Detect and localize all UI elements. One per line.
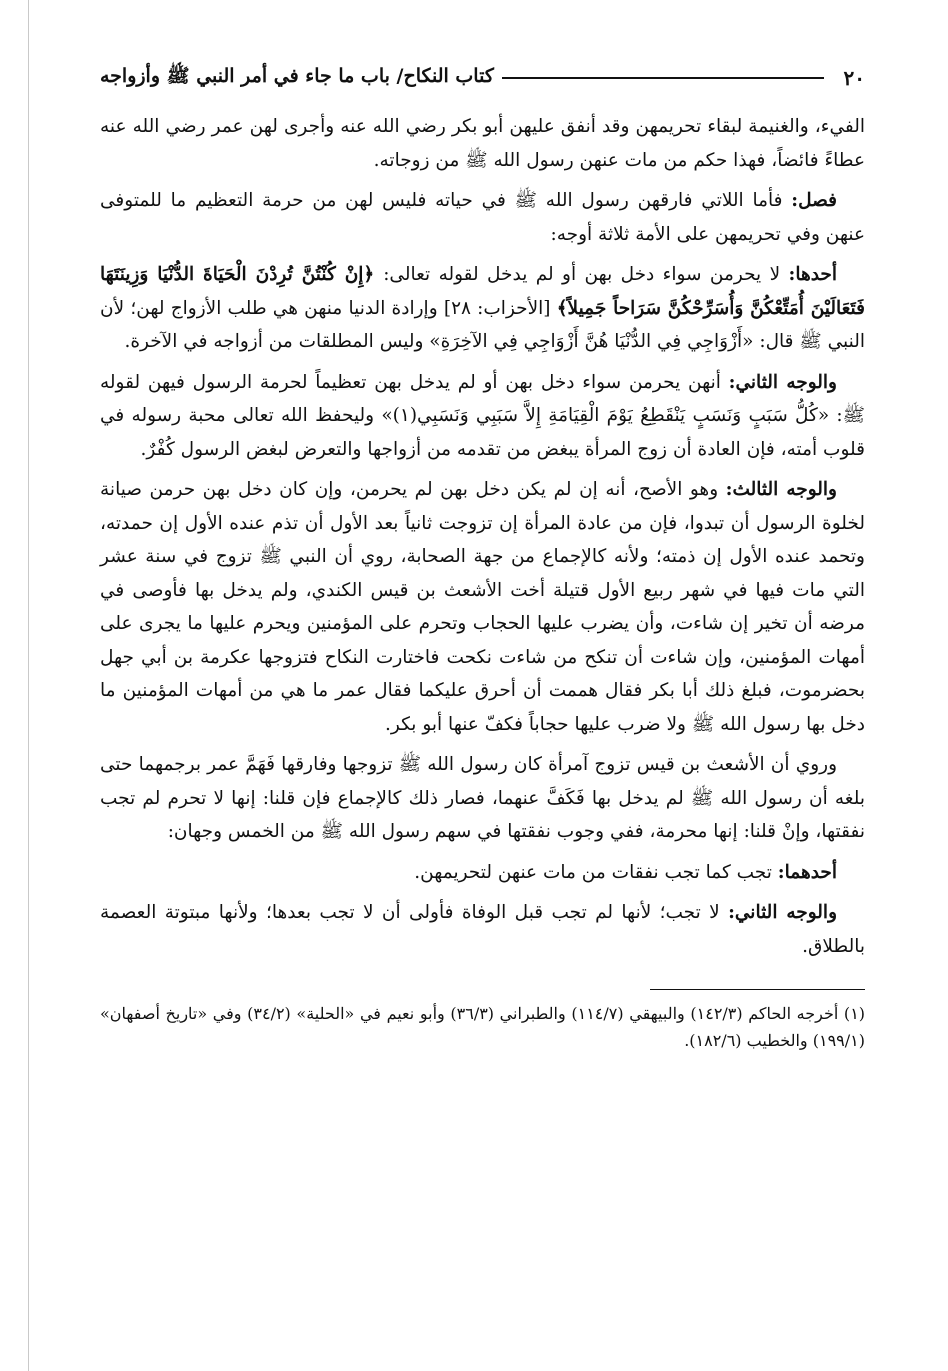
paragraph-text: فأما اللاتي فارقهن رسول الله ﷺ في حياته فليس لهن من حرمة التعظيم ما للمتوفى عنهن وفي تحريمهن على الأمة ثلاثة أوجه: bbox=[100, 190, 865, 245]
page-header bbox=[100, 60, 865, 96]
header-rule bbox=[502, 77, 824, 79]
paragraph-text: لا تجب؛ لأنها لم تجب قبل الوفاة فأولى أن لا تجب بعدها؛ ولأنها مبتوتة العصمة بالطلاق. bbox=[100, 902, 865, 957]
page-number: ٢٠ bbox=[843, 66, 865, 90]
paragraph-2 bbox=[100, 184, 865, 251]
section-term: والوجه الثاني: bbox=[728, 902, 838, 923]
quran-verse: ﴿إِنْ كُنْتُنَّ تُرِدْنَ الْحَيَاةَ الدُّنْيَا وَزِينَتَهَا فَتَعَالَيْنَ أُمَتِّعْكُنَّ وَأُسَرِّحْكُنَّ سَرَاحاً جَمِيلاً﴾ bbox=[100, 264, 865, 319]
paragraph-text: [الأحزاب: ٢٨] وإرادة الدنيا منهن هي طلب الأزواج لهن؛ لأن النبي ﷺ قال: «أَزْوَاجِي فِي الدُّنْيَا هُنَّ أَزْوَاجِي فِي الآخِرَةِ» وليس المطلقات من أزواجه في الآخرة. bbox=[100, 297, 865, 352]
paragraph-text: وهو الأصح، أنه إن لم يكن دخل بهن لم يحرمن، وإن كان دخل بهن حرمن صيانة لخلوة الرسول أن تبدوا، فإن من عادة المرأة إن تزوجت ثانياً بعد الأول أن تذم عنده الأول إن حمدته، وتحمد عنده الأول إن ذمته؛ ولأنه كالإجماع من جهة الصحابة، روي أن النبي ﷺ تزوج في سنة عشر التي مات فيها في شهر ربيع الأول قتيلة أخت الأشعث بن قيس الكندي، ولم يدخل بها فأوصى في مرضه أن تخير إن شاءت، وأن يضرب عليها الحجاب وتحرم على المؤمنين ويحرم عليها ما يجرى على أمهات المؤمنين، وإن شاءت أن تنكح من شاءت نكحت فاختارت النكاح فتزوجها عكرمة بن أبي جهل بحضرموت، فبلغ ذلك أبا بكر فقال هممت أن أحرق عليكما فقال عمر ما هي من أمهات المؤمنين ما دخل بها رسول الله ﷺ ولا ضرب عليها حجاباً فكفّ عنها أبو بكر. bbox=[100, 479, 865, 735]
main-text bbox=[100, 110, 865, 963]
paragraph-8 bbox=[100, 896, 865, 963]
section-term: أحدها: bbox=[788, 264, 837, 285]
paragraph-text: أنهن يحرمن سواء دخل بهن أو لم يدخل بهن تعظيماً لحرمة الرسول فيهن لقوله ﷺ: «كُلُّ سَبَبٍ وَنَسَبٍ يَنْقَطِعُ يَوْمَ الْقِيَامَةِ إِلاَّ سَبَبِي وَنَسَبِي(١)» وليحفظ الله تعالى محبة رسوله في قلوب أمته، فإن العادة أن زوج المرأة يبغض من تقدمه من أزواجها والتعرض لبغض الرسول كُفْرٌ. bbox=[100, 371, 865, 460]
paragraph-text: الفيء، والغنيمة لبقاء تحريمهن وقد أنفق عليهن أبو بكر رضي الله عنه وأجرى لهن عمر رضي الله عنه عطاءً فائضاً، فهذا حكم من مات عنهن رسول الله ﷺ من زوجاته. bbox=[100, 116, 865, 171]
section-term: والوجه الثاني: bbox=[728, 371, 837, 393]
paragraph-1 bbox=[100, 110, 865, 177]
section-term: فصل: bbox=[791, 190, 837, 211]
paragraph-7 bbox=[100, 856, 865, 890]
paragraph-4 bbox=[100, 366, 865, 467]
footnote bbox=[100, 1000, 865, 1054]
paragraph-3 bbox=[100, 258, 865, 359]
paragraph-text: وروي أن الأشعث بن قيس تزوج آمرأة كان رسول الله ﷺ تزوجها وفارقها فَهَمَّ عمر برجمهما حتى بلغه أن رسول الله ﷺ لم يدخل بها فَكَفَّ عنهما، فصار ذلك كالإجماع فإن قلنا: إنها لا تحرم لم تجب نفقتها، وإنْ قلنا: إنها محرمة، ففي وجوب نفقتها في سهم رسول الله ﷺ من الخمس وجهان: bbox=[100, 754, 865, 842]
paragraph-text: لا يحرمن سواء دخل بهن أو لم يدخل لقوله تعالى: bbox=[383, 264, 789, 285]
footnote-text: (١) أخرجه الحاكم (١٤٢/٣) والبيهقي (١١٤/٧) والطبراني (٣٦/٣) وأبو نعيم في «الحلية» (٣٤/٢) وفي «تاريخ أصفهان» (١٩٩/١) والخطيب (١٨٢/٦). bbox=[100, 1004, 866, 1050]
page-margin-line bbox=[28, 0, 29, 1371]
section-term: والوجه الثالث: bbox=[725, 479, 837, 500]
paragraph-text: تجب كما تجب نفقات من مات عنهن لتحريمهن. bbox=[414, 861, 778, 883]
book-page bbox=[100, 60, 865, 1054]
footnote-separator bbox=[650, 989, 865, 990]
section-term: أحدهما: bbox=[777, 861, 837, 883]
paragraph-6 bbox=[100, 748, 865, 849]
paragraph-5 bbox=[100, 473, 865, 741]
running-title: كتاب النكاح/ باب ما جاء في أمر النبي ﷺ وأزواجه bbox=[100, 65, 494, 87]
